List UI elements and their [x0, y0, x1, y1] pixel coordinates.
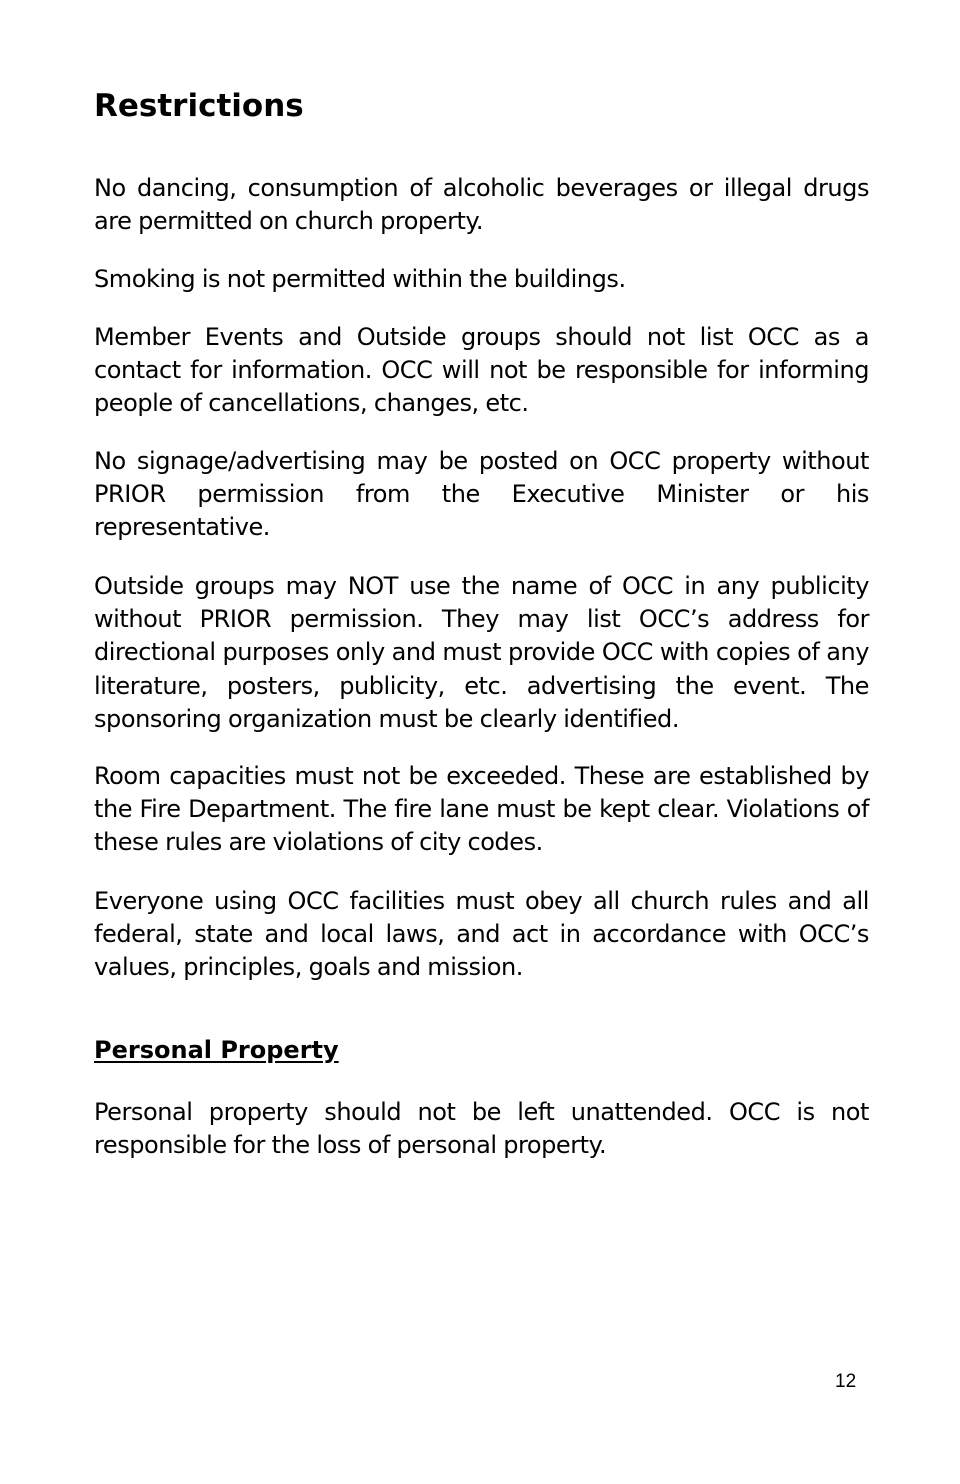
restrictions-paragraph-smoking: Smoking is not permitted within the buildings. — [94, 265, 626, 293]
restrictions-paragraph-signage: No signage/advertising may be posted on OCC property without PRIOR permission from the Executive Minister or his representative. — [94, 447, 869, 542]
restrictions-paragraph-alcohol-drugs: No dancing, consumption of alcoholic beverages or illegal drugs are permitted on church property. — [94, 174, 869, 236]
personal-property-paragraph: Personal property should not be left unattended. OCC is not responsible for the loss of personal property. — [94, 1098, 869, 1160]
restrictions-paragraph-church-rules: Everyone using OCC facilities must obey all church rules and all federal, state and local laws, and act in accordance with OCC’s values, principles, goals and mission. — [94, 887, 869, 982]
restrictions-paragraph-room-capacity: Room capacities must not be exceeded. These are established by the Fire Department. The fire lane must be kept clear. Violations of these rules are violations of city codes. — [94, 762, 869, 857]
page-number: 12 — [835, 1371, 857, 1392]
restrictions-heading: Restrictions — [94, 88, 304, 124]
restrictions-paragraph-publicity: Outside groups may NOT use the name of OCC in any publicity without PRIOR permission. They may list OCC’s address for directional purposes only and must provide OCC with copies of any literature, posters, publicity, etc. advertising the event. The sponsoring organization must be clearly identified. — [94, 572, 869, 733]
personal-property-heading: Personal Property — [94, 1036, 339, 1064]
restrictions-paragraph-contact: Member Events and Outside groups should not list OCC as a contact for information. OCC will not be responsible for informing people of cancellations, changes, etc. — [94, 323, 869, 418]
